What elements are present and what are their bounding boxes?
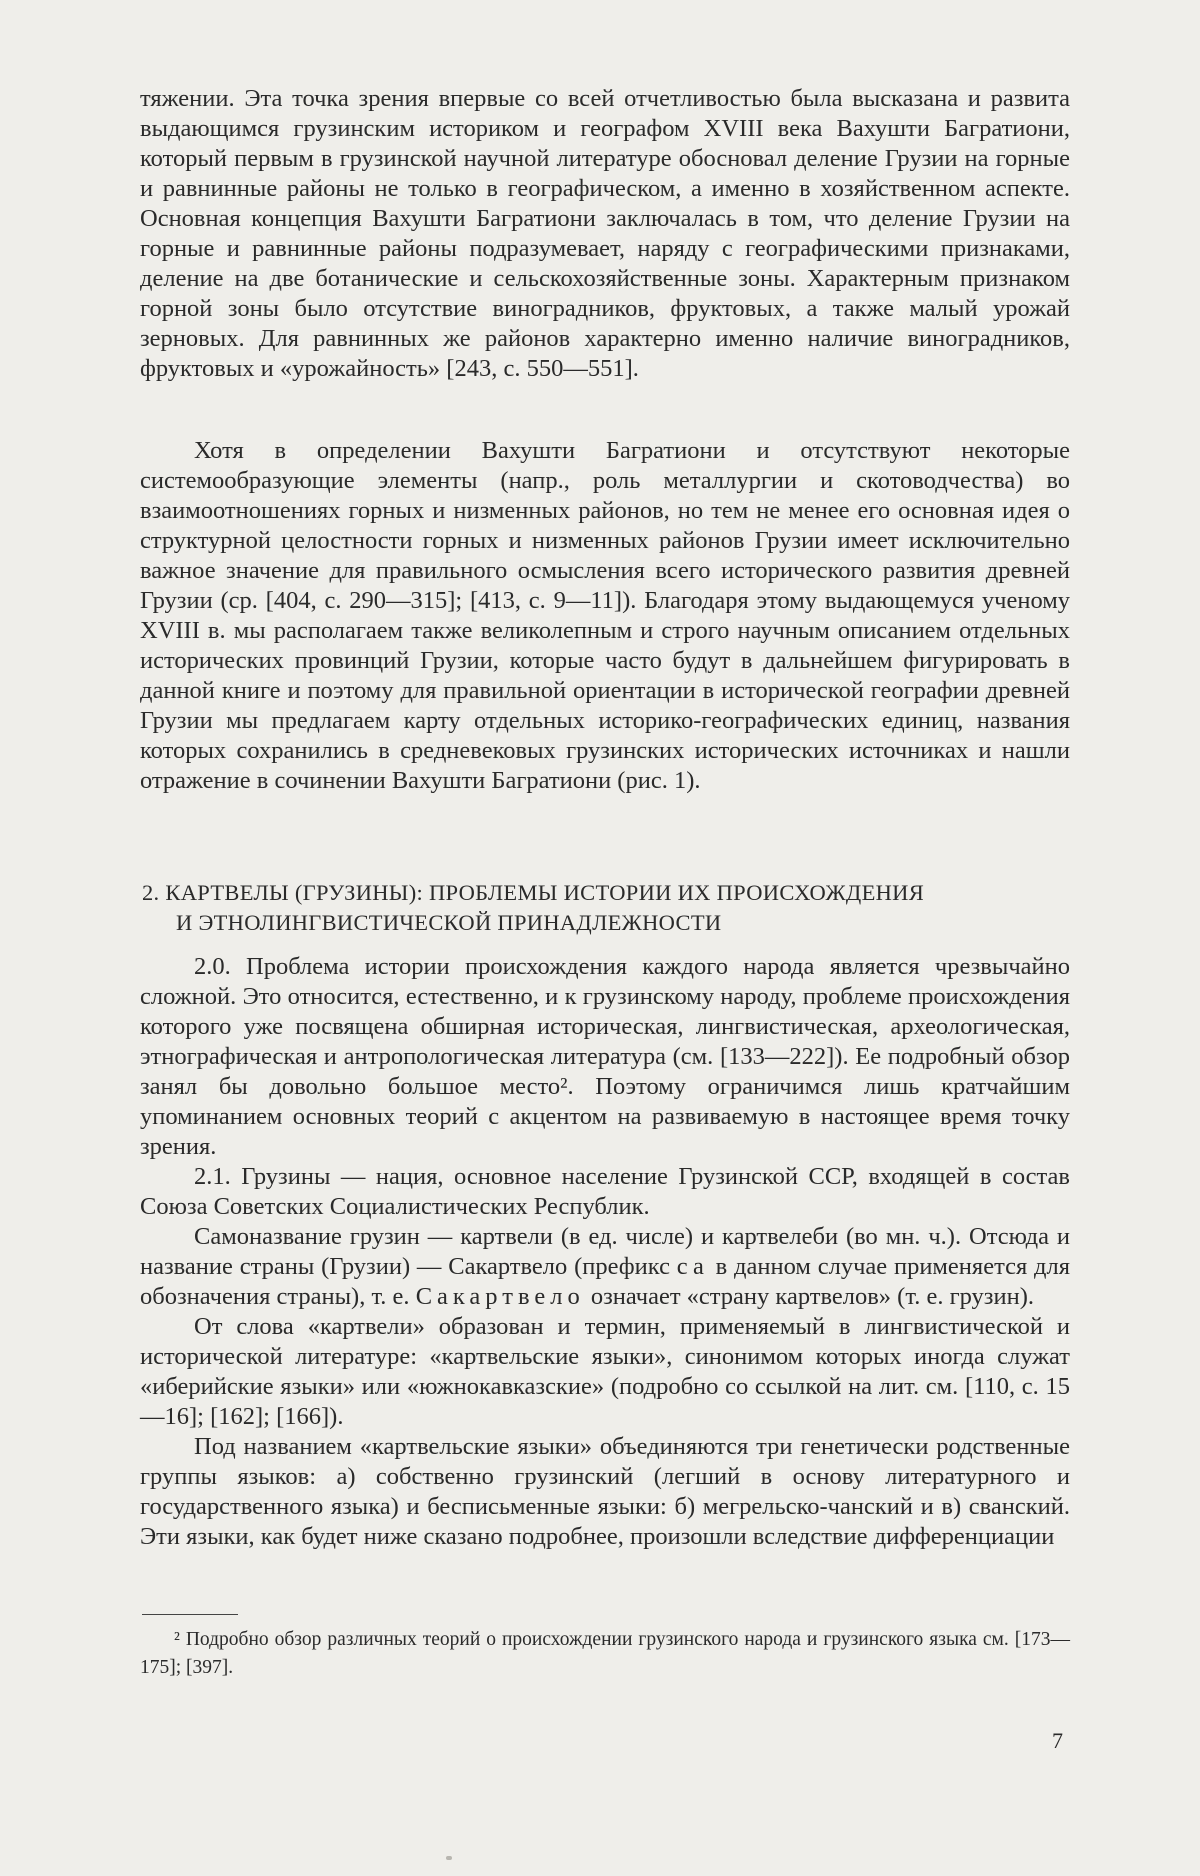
self-name-text-2: в данном случае применяется для обозначения страны), т. е. [140,1253,1070,1310]
section-heading-line-1: 2. КАРТВЕЛЫ (ГРУЗИНЫ): ПРОБЛЕМЫ ИСТОРИИ ИХ ПРОИСХОЖДЕНИЯ [142,880,925,905]
footnote: ² Подробно обзор различных теорий о происхождении грузинского народа и грузинского языка см. [173—175]; [397]. [140,1629,1070,1678]
paragraph-2-1: 2.1. Грузины — нация, основное население Грузинской ССР, входящей в состав Союза Советских Социалистических Республик. [140,1163,1070,1220]
paragraph-2-0: 2.0. Проблема истории происхождения каждого народа является чрезвычайно сложной. Это относится, естественно, и к грузинскому народу, проблеме происхождения которого уже посвящена обширная историческая, лингвистическая, археологическая, этнографическая и антропологическая литература (см. [133—222]). Ее подробный обзор занял бы довольно большое место². Поэтому ограничимся лишь кратчайшим упоминанием основных теорий с акцентом на развиваемую в настоящее время точку зрения. [140,953,1070,1160]
intro-block [140,84,1070,384]
self-name-text-1: Самоназвание грузин — картвели (в ед. числе) и картвелеби (во мн. ч.). Отсюда и название страны (Грузии) — Сакартвело (префикс [140,1223,1070,1280]
country-name-spaced: Сакартвело [415,1283,585,1310]
section-heading [142,878,1070,938]
intro-paragraph: тяжении. Эта точка зрения впервые со всей отчетливостью была высказана и развита выдающимся грузинским историком и географом XVIII века Вахушти Багратиони, который первым в грузинской научной литературе обосновал деление Грузии на горные и равнинные районы не только в географическом, а именно в хозяйственном аспекте. Основная концепция Вахушти Багратиони заключалась в том, что деление Грузии на горные и равнинные районы подразумевает, наряду с географическими признаками, деление на две ботанические и сельскохозяйственные зоны. Характерным признаком горной зоны было отсутствие виноградников, фруктовых, а также малый урожай зерновых. Для равнинных же районов характерно именно наличие виноградников, фруктовых и «урожайность» [243, с. 550—551]. [140,85,1070,382]
section-heading-line-2: И ЭТНОЛИНГВИСТИЧЕСКОЙ ПРИНАДЛЕЖНОСТИ [176,910,722,935]
prefix-sa: са [676,1253,709,1280]
paragraph-kartveli-term: От слова «картвели» образован и термин, применяемый в лингвистической и исторической литературе: «картвельские языки», синонимом которых иногда служат «иберийские языки» или «южнокавказские» (подробно со ссылкой на лит. см. [110, с. 15—16]; [162]; [166]). [140,1313,1070,1430]
footnote-divider [142,1614,238,1615]
page-number: 7 [1052,1728,1063,1753]
paper-speck [446,1856,452,1860]
paragraph-self-name [140,1222,1070,1312]
section-body [140,952,1070,1552]
paragraph-languages: Под названием «картвельские языки» объединяются три генетически родственные группы языков: а) собственно грузинский (легший в основу литературного и государственного языка) и бесписьменные языки: б) мегрельско-чанский и в) сванский. Эти языки, как будет ниже сказано подробнее, произошли вследствие дифференциации [140,1433,1070,1550]
self-name-text-3: означает «страну картвелов» (т. е. грузин). [584,1283,1034,1310]
paragraph-vakhushti: Хотя в определении Вахушти Багратиони и отсутствуют некоторые системообразующие элементы (напр., роль металлургии и скотоводчества) во взаимоотношениях горных и низменных районов, но тем не менее его основная идея о структурной целостности горных и низменных районов Грузии имеет исключительно важное значение для правильного осмысления всего исторического развития древней Грузии (ср. [404, с. 290—315]; [413, с. 9—11]). Благодаря этому выдающемуся ученому XVIII в. мы располагаем также великолепным и строго научным описанием отдельных исторических провинций Грузии, которые часто будут в дальнейшем фигурировать в данной книге и поэтому для правильной ориентации в исторической географии древней Грузии мы предлагаем карту отдельных историко-географических единиц, названия которых сохранились в средневековых грузинских исторических источниках и нашли отражение в сочинении Вахушти Багратиони (рис. 1). [140,437,1070,794]
vakhushti-block [140,436,1070,796]
